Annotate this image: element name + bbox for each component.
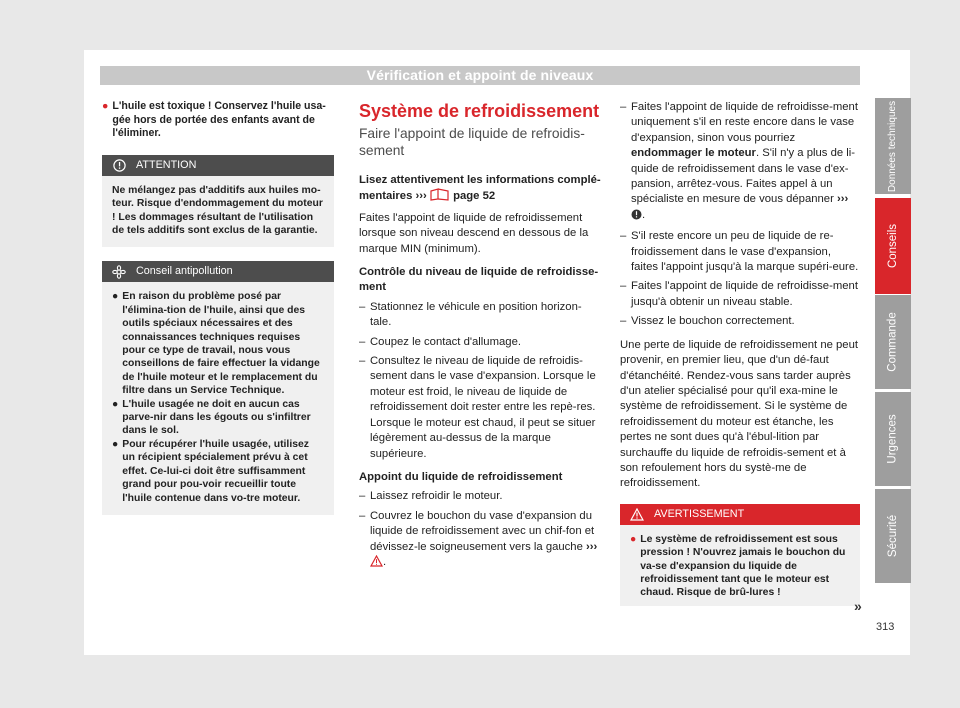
warning-box	[620, 504, 860, 606]
bullet-icon: ●	[112, 291, 119, 303]
page-header: Vérification et appoint de niveaux	[100, 66, 860, 85]
paragraph: Faites l'appoint de liquide de refroidissement lorsque son niveau descend en dessous de la marque MIN (minimum).	[359, 211, 589, 255]
eco-title: Conseil antipollution	[136, 265, 233, 278]
reference-arrow-icon: ›››	[836, 193, 849, 206]
section-subtitle: Faire l'appoint de liquide de refroidis-sement	[359, 126, 585, 158]
column-left	[102, 100, 334, 529]
column-right	[620, 100, 860, 620]
list-item: ● L'huile usagée ne doit en aucun cas parve-nir dans les égouts ou s'infiltrer dans le sol.	[112, 398, 311, 437]
list-item: – Faites l'appoint de liquide de refroidisse-ment uniquement s'il en reste encore dans le vase d'expansion, sinon vous pourriez endommager le moteur. S'il n'y a plus de li-quide de refroidissement dans le vase d'ex-pansion, arrêtez-vous. Faites appel à un spécialiste en mesure de vous dépanner ››› .	[620, 100, 860, 225]
tab-urgences[interactable]: Urgences	[875, 392, 911, 486]
column-middle	[359, 100, 602, 576]
list-item: – Vissez le bouchon correctement.	[620, 315, 795, 328]
bullet-icon: ●	[112, 398, 119, 410]
attention-box	[102, 155, 334, 248]
list-item: – Laissez refroidir le moteur.	[359, 490, 503, 503]
attention-title: ATTENTION	[136, 158, 197, 171]
appoint-heading: Appoint du liquide de refroidissement	[359, 470, 563, 483]
bullet-icon: ●	[102, 100, 109, 112]
list-item: – Coupez le contact d'allumage.	[359, 335, 521, 348]
section-title: Système de refroidissement	[359, 101, 600, 121]
warning-header	[620, 504, 860, 525]
reference-arrow-icon: ›››	[586, 540, 598, 553]
list-item: ● En raison du problème posé par l'élimina-tion de l'huile, ainsi que des outils spéciaux nécessaires et des connaissances techniques requises pour ce type de travail, nous vous conseillons de faire effectuer la vidange de l'huile moteur et le remplacement du filtre dans un Service Technique.	[112, 291, 320, 397]
control-heading: Contrôle du niveau de liquide de refroidisse-ment	[359, 266, 599, 294]
info-dot-icon[interactable]	[631, 209, 642, 225]
bullet-icon: ●	[112, 438, 119, 450]
info-circle-icon	[112, 158, 126, 172]
list-item: – Faites l'appoint de liquide de refroidisse-ment jusqu'à obtenir un niveau stable.	[620, 280, 858, 308]
intro-paragraph: Lisez attentivement les informations complé-mentaires ››› page 52	[359, 173, 602, 207]
book-reference-icon[interactable]	[430, 188, 450, 206]
page-number: 313	[876, 621, 895, 633]
leaf-flower-icon	[112, 265, 126, 279]
warning-text: L'huile est toxique ! Conservez l'huile usa-gée hors de portée des enfants avant de l'éliminer.	[112, 100, 326, 140]
tab-commande[interactable]: Commande	[875, 295, 911, 389]
eco-box	[102, 261, 334, 515]
page-reference-link[interactable]: page 52	[453, 190, 496, 203]
eco-header	[102, 261, 334, 282]
list-item: – Consultez le niveau de liquide de refroidis-sement dans le vase d'expansion. Lorsque le moteur est froid, le niveau de liquide de refroidissement doit rester entre les repè-res. Lorsque le moteur est chaud, il peut se situer légèrement au-dessus de la marque supérieure.	[359, 355, 596, 460]
bullet-icon: ●	[630, 533, 637, 545]
tab-donnees-techniques[interactable]: Données techniques	[875, 98, 911, 194]
list-item: ● Pour récupérer l'huile usagée, utilisez un récipient spécialement prévu à cet effet. Ce-lui-ci doit être suffisamment grand pour pou-voir recueillir toute l'huile contenue dans vo-tre moteur.	[112, 438, 309, 504]
warning-title: AVERTISSEMENT	[654, 507, 745, 520]
tab-securite[interactable]: Sécurité	[875, 489, 911, 583]
list-item: – S'il reste encore un peu de liquide de re-froidissement dans le vase d'expansion, faites l'appoint jusqu'à la marque supéri-eure.	[620, 230, 859, 274]
attention-header	[102, 155, 334, 176]
warning-body: ● Le système de refroidissement est sous pression ! N'ouvrez jamais le bouchon du va-se d'expansion du liquide de refroidissement tant que le moteur est chaud. Risque de brû-lures !	[630, 533, 846, 599]
tab-conseils[interactable]: Conseils	[875, 198, 911, 294]
warning-line	[102, 100, 334, 141]
warning-triangle-icon[interactable]	[370, 555, 383, 572]
warning-triangle-icon	[630, 507, 644, 521]
eco-body	[102, 282, 334, 515]
continue-mark: »	[854, 598, 862, 614]
attention-text: Ne mélangez pas d'additifs aux huiles mo-teur. Risque d'endommagement du moteur ! Les dommages résultant de l'utilisation de tels additifs sont exclus de la garantie.	[112, 184, 323, 236]
reference-arrow-icon: ›››	[415, 190, 427, 203]
paragraph: Une perte de liquide de refroidissement ne peut provenir, en premier lieu, que d'un dé-faut d'étanchéité. Rendez-vous sans tarder auprès d'un atelier spécialisé pour qu'il exa-mine le système de refroidissement. Si le système de refroidissement du moteur est étanche, les pertes ne sont dues qu'à l'ébul-lition par surchauffe du liquide de refroidis-sement et à son refoulement hors du systè-me de refroidissement.	[620, 338, 859, 490]
list-item: – Stationnez le véhicule en position horizon-tale.	[359, 300, 582, 329]
list-item: – Couvrez le bouchon du vase d'expansion du liquide de refroidissement avec un chif-fon et dévissez-le soigneusement vers la gauche ››› .	[359, 509, 602, 573]
